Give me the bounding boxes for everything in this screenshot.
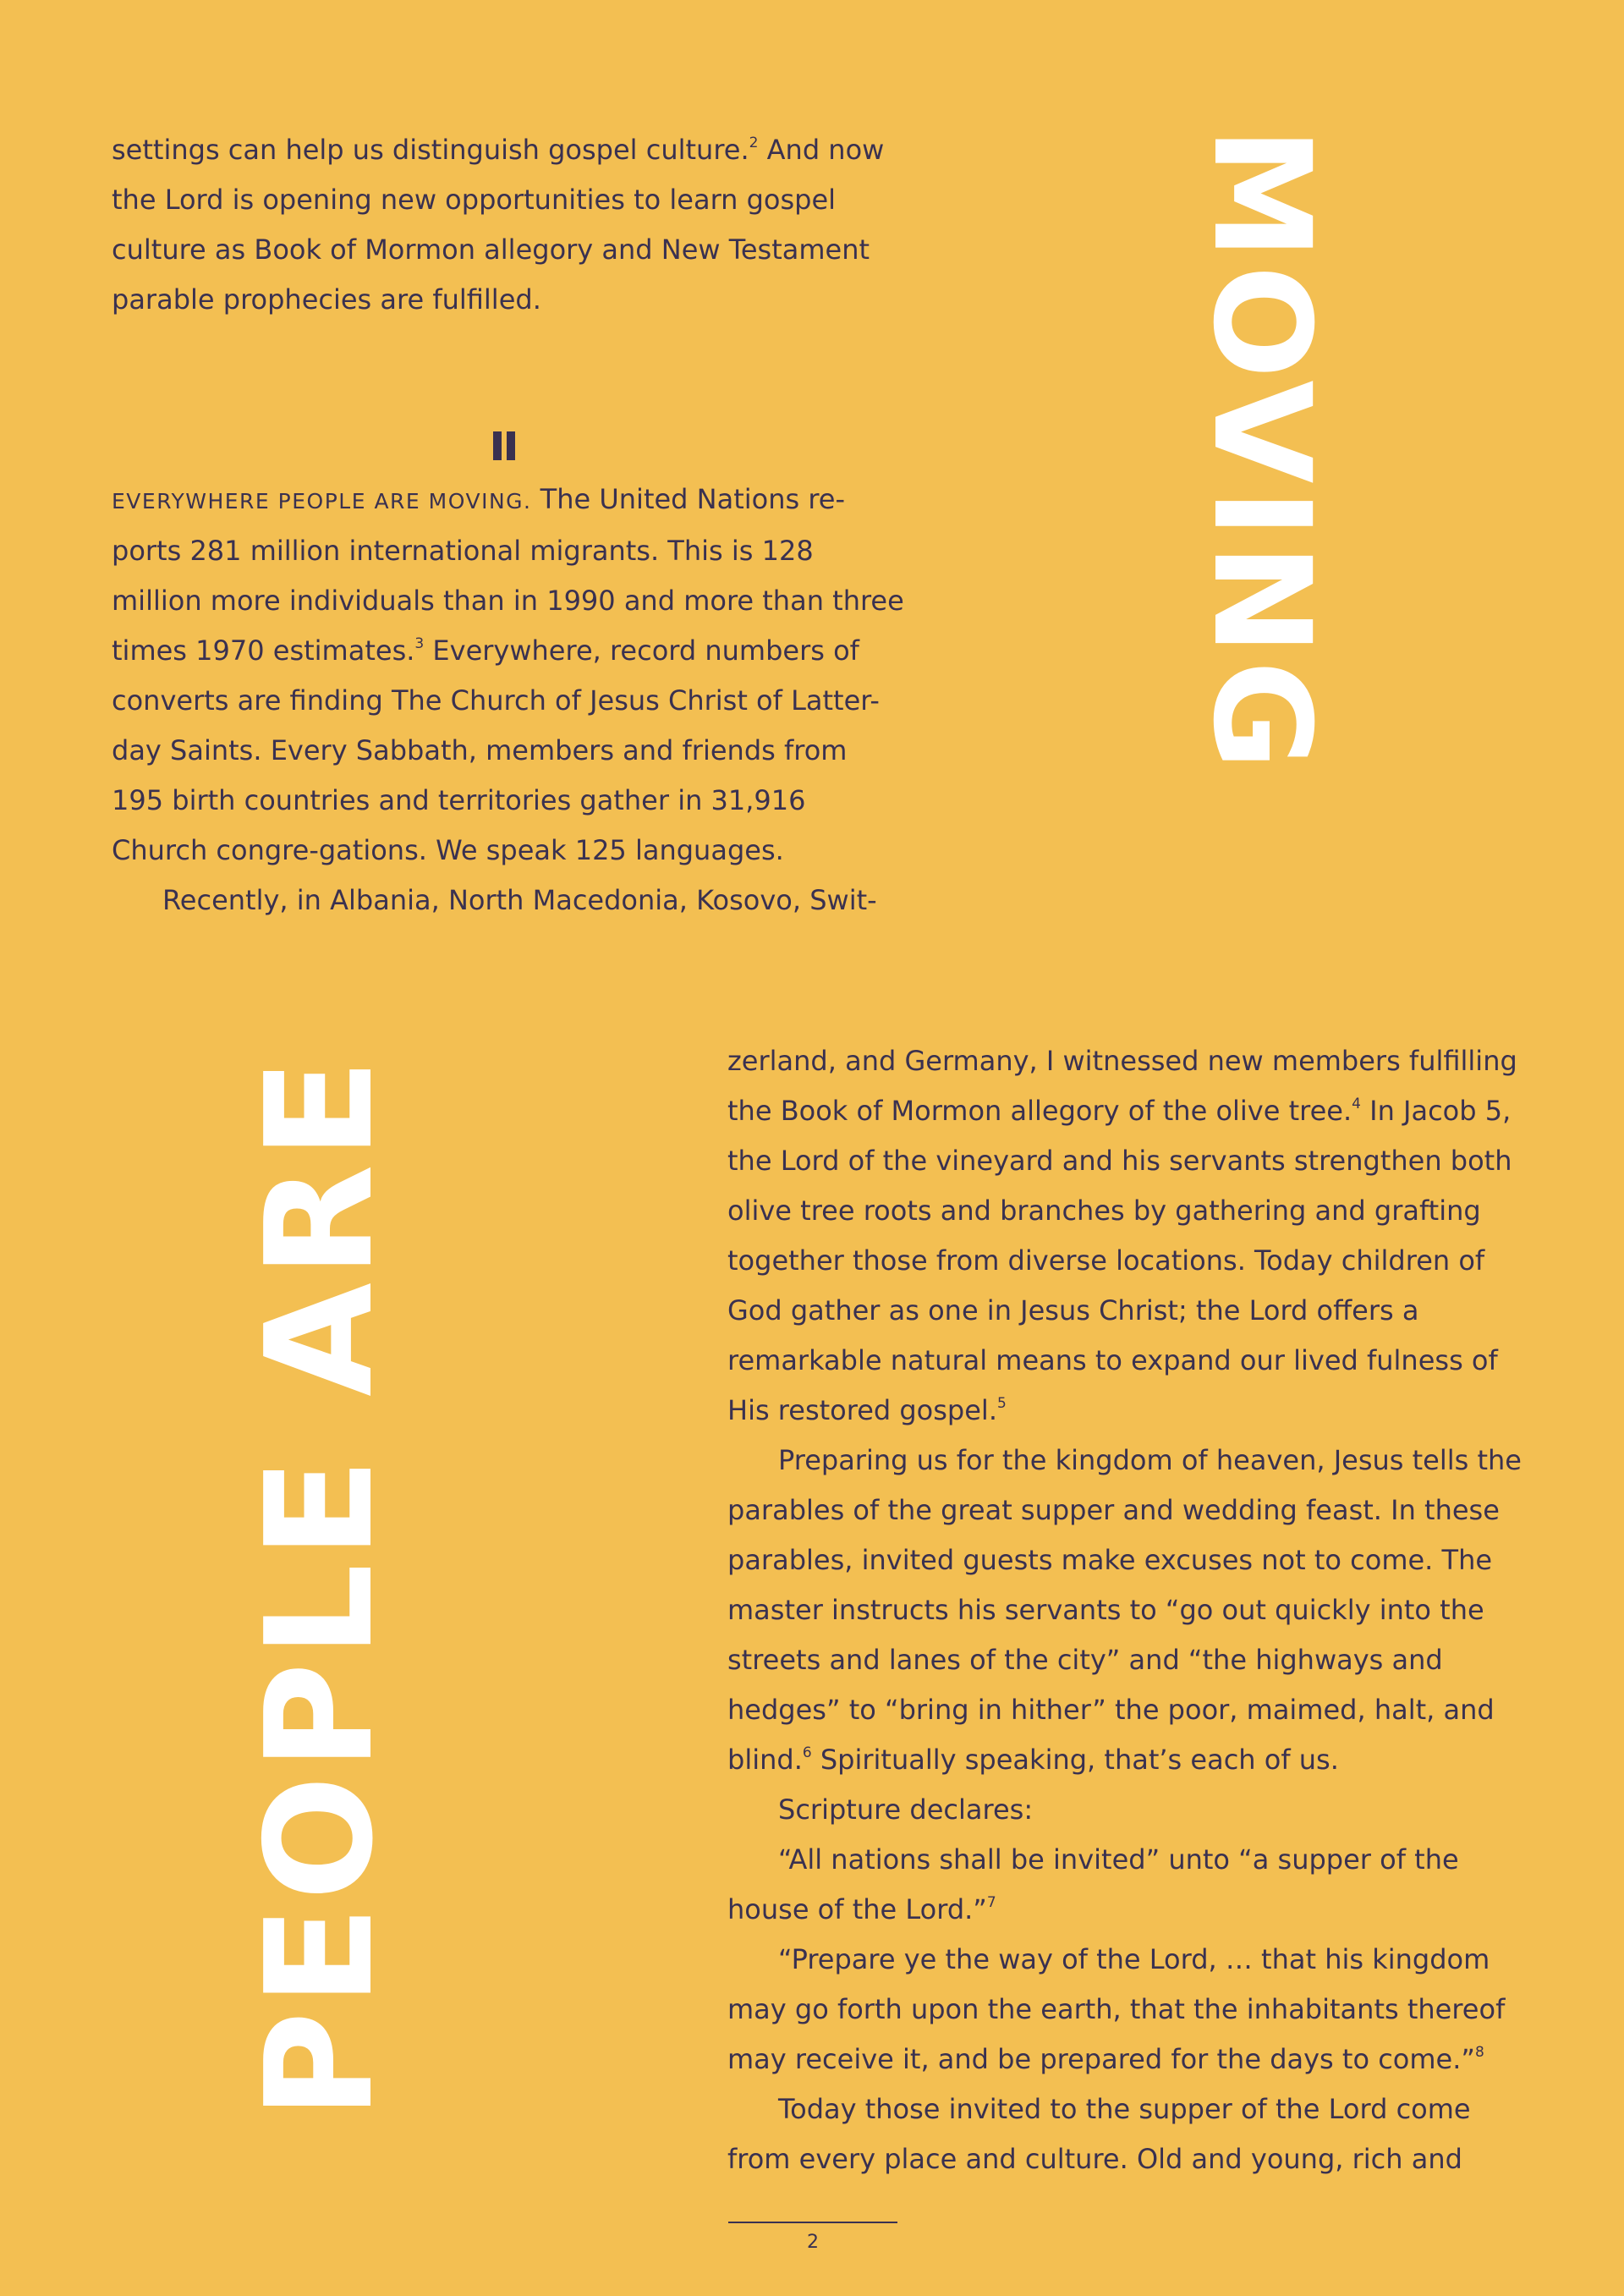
paragraph-text: Everywhere, record numbers of converts are finding The Church of Jesus Christ of Latter-day Saints. Every Sabbath, members and friends from 195 birth countries and territories gather in 31,916 Church congre-gations. We speak 125 languages.	[112, 634, 880, 866]
footnote-ref: 6	[802, 1744, 812, 1761]
page-number: 2	[807, 2232, 819, 2253]
lead-in: EVERYWHERE PEOPLE ARE MOVING.	[112, 489, 532, 514]
paragraph-text: “All nations shall be invited” unto “a supper of the house of the Lord.”	[727, 1843, 1459, 1925]
text-column-middle	[112, 475, 907, 926]
paragraph-text: “Prepare ye the way of the Lord, … that his kingdom may go forth upon the earth, that the inhabitants thereof may receive it, and be prepared for the days to come.”	[727, 1943, 1506, 2075]
paragraph	[727, 1835, 1522, 1935]
paragraph: Recently, in Albania, North Macedonia, Kosovo, Swit-	[162, 884, 877, 916]
paragraph-text: settings can help us distinguish gospel culture.	[112, 134, 749, 166]
headline-moving: MOVING	[1183, 127, 1339, 776]
paragraph-text: Spiritually speaking, that’s each of us.	[811, 1744, 1339, 1776]
footnote-ref: 2	[749, 135, 759, 151]
paragraph-text: The United Nations re-ports 281 million international migrants. This is 128 million more individuals than in 1990 and more than three times 1970 estimates.	[112, 483, 904, 667]
paragraph-text: Preparing us for the kingdom of heaven, Jesus tells the parables of the great supper and wedding feast. In these parables, invited guests make excuses not to come. The master instructs his servants to “go out quickly into the streets and lanes of the city” and “the highways and hedges” to “bring in hither” the poor, maimed, halt, and blind.	[727, 1444, 1522, 1776]
paragraph-text: In Jacob 5, the Lord of the vineyard and his servants strengthen both olive tree roots and branches by gathering and grafting together those from diverse locations. Today children of God gather as one in Jesus Christ; the Lord offers a remarkable natural means to expand our lived fulness of His restored gospel.	[727, 1095, 1512, 1426]
text-column-top	[112, 125, 907, 325]
footnote-ref: 8	[1474, 2044, 1484, 2061]
section-mark-icon	[493, 431, 515, 460]
footnote-ref: 7	[986, 1894, 996, 1911]
paragraph	[727, 1036, 1522, 1436]
footer-rule	[728, 2222, 897, 2223]
paragraph	[112, 125, 907, 325]
paragraph	[727, 1935, 1522, 2085]
paragraph-text: zerland, and Germany, I witnessed new members fulfilling the Book of Mormon allegory of the olive tree.	[727, 1045, 1517, 1127]
paragraph	[112, 475, 907, 876]
footnote-ref: 3	[414, 635, 425, 652]
paragraph-text: And now the Lord is opening new opportunities to learn gospel culture as Book of Mormon allegory and New Testament parable prophecies are fulfilled.	[112, 134, 885, 316]
headline-people-are: PEOPLE ARE	[234, 1053, 406, 2119]
footnote-ref: 4	[1352, 1096, 1361, 1112]
text-column-bottom	[727, 1036, 1522, 2184]
paragraph	[727, 1436, 1522, 1785]
footnote-ref: 5	[996, 1395, 1007, 1412]
paragraph: Today those invited to the supper of the Lord come from every place and culture. Old and young, rich and	[727, 2093, 1471, 2175]
paragraph: Scripture declares:	[778, 1793, 1034, 1826]
